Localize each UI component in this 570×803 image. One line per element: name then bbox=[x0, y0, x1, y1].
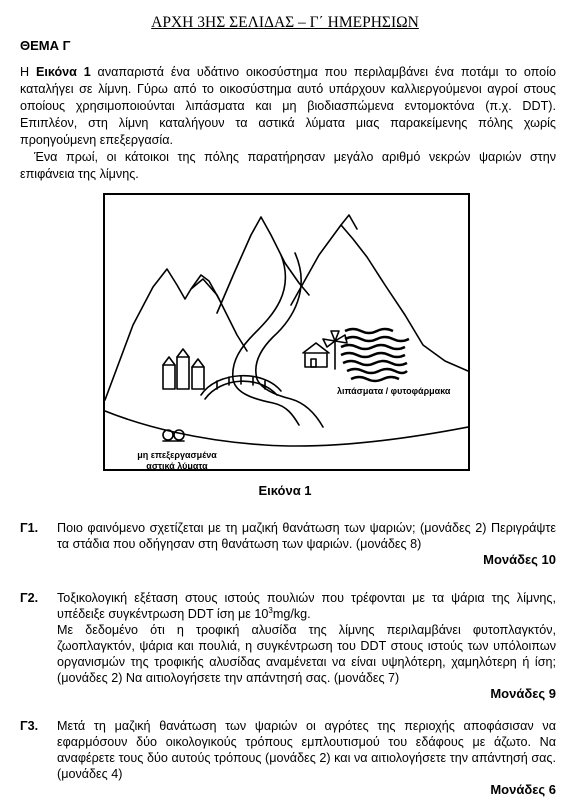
question-number: Γ2. bbox=[20, 591, 39, 605]
mountain-left bbox=[105, 269, 247, 400]
intro-paragraph-1 bbox=[20, 64, 556, 149]
intro-prefix: Η bbox=[20, 65, 36, 79]
question-g1 bbox=[20, 520, 556, 568]
ecosystem-illustration bbox=[105, 195, 468, 469]
page-header-text: ΑΡΧΗ 3ΗΣ ΣΕΛΙΔΑΣ – Γ΄ ΗΜΕΡΗΣΙΩΝ bbox=[151, 14, 419, 31]
question-text-a: Τοξικολογική εξέταση στους ιστούς πουλιών που τρέφονται με τα ψάρια της λίμνης, υπέδειξε συγκέντρωση DDT ίση με 10 bbox=[57, 591, 556, 621]
sewage-label-line1: μη επεξεργασμένα bbox=[137, 450, 217, 460]
question-number: Γ3. bbox=[20, 719, 39, 733]
sewage-label-line2: αστικά λύματα bbox=[146, 461, 208, 471]
mountain-left-peak2 bbox=[191, 275, 219, 299]
question-g3 bbox=[20, 718, 556, 798]
river-bank-left bbox=[233, 255, 299, 425]
ddt-exponent: 3 bbox=[268, 605, 273, 615]
sewage-label bbox=[132, 450, 222, 472]
question-marks: Μονάδες 9 bbox=[490, 686, 556, 701]
page-header bbox=[0, 14, 570, 32]
lake-shore bbox=[105, 411, 468, 446]
question-marks: Μονάδες 6 bbox=[490, 782, 556, 797]
theme-title: ΘΕΜΑ Γ bbox=[20, 38, 71, 53]
sewage-pipe-2 bbox=[174, 430, 184, 440]
house-1 bbox=[163, 365, 175, 389]
figure-caption: Εικόνα 1 bbox=[258, 483, 312, 498]
question-number: Γ1. bbox=[20, 521, 39, 535]
farm-field bbox=[341, 329, 409, 381]
fertilizer-label: λιπάσματα / φυτοφάρμακα bbox=[337, 386, 451, 396]
intro-figure-ref: Εικόνα 1 bbox=[35, 65, 91, 79]
house-2 bbox=[177, 357, 189, 389]
question-marks: Μονάδες 10 bbox=[483, 552, 556, 567]
question-text: Μετά τη μαζική θανάτωση των ψαριών οι αγρότες της περιοχής αποφάσισαν να εφαρμόσουν δύο οικολογικούς τρόπους εμπλουτισμού του εδάφους με άζωτο. Να αναφέρετε τους δύο αυτούς τρόπους (μονάδες 2) και να αιτιολογήσετε την απάντησή σας. (μονάδες 4) bbox=[57, 719, 556, 781]
question-g2 bbox=[20, 590, 556, 702]
figure-1 bbox=[103, 193, 470, 471]
intro-paragraph-2: Ένα πρωί, οι κάτοικοι της πόλης παρατήρησαν μεγάλο αριθμό νεκρών ψαριών στην επιφάνεια της λίμνης. bbox=[20, 150, 556, 181]
intro-text bbox=[20, 64, 556, 183]
mountain-right bbox=[291, 225, 468, 371]
question-text: Ποιο φαινόμενο σχετίζεται με τη μαζική θανάτωση των ψαριών; (μονάδες 2) Περιγράψτε τα στάδια που οδήγησαν στη θανάτωση των ψαριών. (μονάδες 8) bbox=[57, 521, 556, 551]
house-3 bbox=[192, 367, 204, 389]
intro-para1-body: αναπαριστά ένα υδάτινο οικοσύστημα που περιλαμβάνει ένα ποτάμι το οποίο καταλήγει σε λίμνη. Γύρω από το οικοσύστημα αυτό υπάρχουν καλλιεργούμενοι αγροί στους οποίους χρησιμοποιούνται λιπάσματα και μη βιοδιασπώμενα εντομοκτόνα (π.χ. DDT). Επιπλέον, στη λίμνη καταλήγουν τα αστικά λύματα μιας παρακείμενης πόλης χωρίς προηγούμενη επεξεργασία. bbox=[20, 65, 556, 147]
question-text-b: mg/kg. bbox=[272, 607, 311, 621]
question-text-c: Με δεδομένο ότι η τροφική αλυσίδα της λίμνης περιλαμβάνει φυτοπλαγκτόν, ζωοπλαγκτόν, ψάρια και πουλιά, η συγκέντρωση του DDT στους ιστούς των υπόλοιπων οργανισμών της τροφικής αλυσίδας αναμένεται να είναι υψηλότερη, χαμηλότερη ή ίση; (μονάδες 2) Να αιτιολογήσετε την απάντησή σας. (μονάδες 7) bbox=[57, 623, 556, 685]
question-text bbox=[57, 590, 556, 686]
